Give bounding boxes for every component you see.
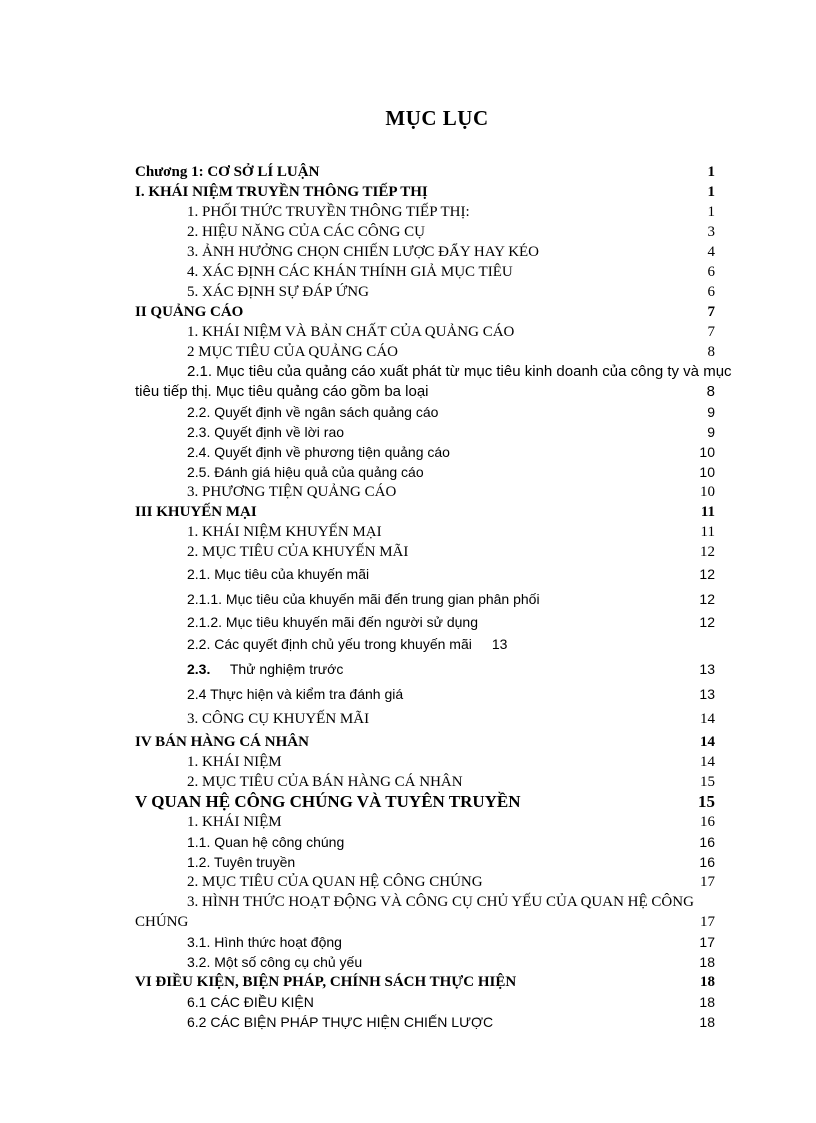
toc-entry [135, 832, 723, 852]
toc-entry [135, 202, 723, 222]
toc-entry-text: Chương 1: CƠ SỞ LÍ LUẬN [135, 164, 320, 180]
toc-entry-text: 6.1 CÁC ĐIỀU KIỆN [187, 994, 314, 1010]
toc-entry [135, 402, 723, 422]
toc-entry-page: 7 [707, 304, 715, 320]
toc-entry-page: 14 [700, 711, 715, 727]
toc-entry-page: 11 [700, 504, 715, 520]
toc-entry [135, 932, 723, 952]
toc-entry-page: 16 [699, 834, 715, 850]
toc-entry-text: 2.3. [187, 661, 211, 677]
toc-entry-page: 10 [699, 464, 715, 480]
toc-entry [135, 182, 723, 202]
toc-entry [135, 792, 723, 812]
toc-entry-text-secondary: Thử nghiệm trước [229, 661, 344, 677]
toc-entry-text: 5. XÁC ĐỊNH SỰ ĐÁP ỨNG [187, 284, 369, 300]
toc-entry-page: 12 [699, 591, 715, 607]
toc-entry [135, 242, 723, 262]
toc-entry-page: 18 [699, 954, 715, 970]
toc-entry [135, 872, 723, 892]
toc-entry-text: 2.5. Đánh giá hiệu quả của quảng cáo [187, 464, 424, 480]
toc-entry-text: 2.4 Thực hiện và kiểm tra đánh giá [187, 686, 404, 702]
toc-entry-page: 12 [699, 614, 715, 630]
toc-entry-text: 6.2 CÁC BIỆN PHÁP THỰC HIỆN CHIẾN LƯỢC [187, 1014, 494, 1030]
toc-entry-text: I. KHÁI NIỆM TRUYỀN THÔNG TIẾP THỊ [135, 184, 428, 200]
toc-entry [135, 462, 723, 482]
toc-entry-text: II QUẢNG CÁO [135, 304, 244, 320]
toc-entry [135, 342, 723, 362]
toc-entry-text: VI ĐIỀU KIỆN, BIỆN PHÁP, CHÍNH SÁCH THỰC HIỆN [135, 974, 517, 990]
toc-entry-page: 17 [700, 874, 715, 890]
toc-entry-page: 9 [707, 424, 715, 440]
toc-entry [135, 772, 723, 792]
toc-entry [135, 322, 723, 342]
toc-entry-text: 2. HIỆU NĂNG CỦA CÁC CÔNG CỤ [187, 224, 425, 240]
toc-entry-text: 2.2. Quyết định về ngân sách quảng cáo [187, 404, 439, 420]
toc-entry [135, 587, 723, 612]
toc-entry-page: 18 [699, 1014, 715, 1030]
toc-entry [135, 752, 723, 772]
toc-entry [135, 682, 723, 707]
toc-entry-page: 8 [707, 344, 715, 360]
toc-entry-text: 3. ẢNH HƯỞNG CHỌN CHIẾN LƯỢC ĐẨY HAY KÉO [187, 244, 540, 260]
table-of-contents [135, 162, 732, 1032]
toc-entry-page: 10 [700, 484, 715, 500]
toc-entry-text: 2.1.2. Mục tiêu khuyến mãi đến người sử dụng [187, 614, 478, 630]
toc-entry-page: 6 [707, 264, 715, 280]
toc-entry-page: 1 [707, 184, 715, 200]
toc-entry [135, 992, 723, 1012]
toc-entry [135, 222, 723, 242]
toc-entry-text: 2.1. Mục tiêu của khuyến mãi [187, 566, 370, 582]
toc-entry [135, 502, 723, 522]
toc-entry-text: 2. MỤC TIÊU CỦA KHUYẾN MÃI [187, 544, 409, 560]
toc-entry-text: 3.2. Một số công cụ chủ yếu [187, 954, 363, 970]
toc-entry [135, 852, 723, 872]
toc-entry-text: 2. MỤC TIÊU CỦA BÁN HÀNG CÁ NHÂN [187, 774, 463, 790]
toc-entry [135, 892, 723, 932]
toc-entry-text: 3. CÔNG CỤ KHUYẾN MÃI [187, 711, 370, 727]
toc-entry-text: 4. XÁC ĐỊNH CÁC KHÁN THÍNH GIẢ MỤC TIÊU [187, 264, 513, 280]
toc-entry [135, 422, 723, 442]
page-title: MỤC LỤC [385, 106, 489, 130]
toc-entry-page: 15 [700, 774, 715, 790]
toc-entry [135, 657, 723, 682]
toc-entry [135, 972, 723, 992]
toc-entry-text: 3.1. Hình thức hoạt động [187, 934, 342, 950]
toc-entry [135, 952, 723, 972]
toc-entry [135, 482, 723, 502]
toc-entry [135, 732, 723, 752]
toc-entry-text: 2.1.1. Mục tiêu của khuyến mãi đến trung gian phân phối [187, 591, 540, 607]
toc-entry-page: 10 [699, 444, 715, 460]
toc-entry-page: 13 [699, 661, 715, 677]
toc-entry [135, 162, 723, 182]
toc-entry-page: 16 [700, 814, 715, 830]
toc-entry-page: 3 [707, 224, 715, 240]
toc-entry-text: 2.3. Quyết định về lời rao [187, 424, 345, 440]
toc-entry-page: 18 [700, 974, 715, 990]
toc-entry-page: 17 [700, 914, 715, 930]
toc-entry [135, 612, 723, 632]
toc-entry [135, 812, 723, 832]
toc-entry-text: 2.2. Các quyết định chủ yếu trong khuyến mãi [187, 636, 472, 652]
toc-entry-text: V QUAN HỆ CÔNG CHÚNG VÀ TUYÊN TRUYỀN [135, 792, 521, 811]
toc-entry [135, 442, 723, 462]
toc-entry-page: 14 [700, 734, 715, 750]
toc-entry-text: IV BÁN HÀNG CÁ NHÂN [135, 734, 309, 750]
toc-entry-page: 12 [699, 566, 715, 582]
toc-entry-text: 2 MỤC TIÊU CỦA QUẢNG CÁO [187, 344, 398, 360]
toc-entry [135, 522, 723, 542]
toc-entry-page: 12 [700, 544, 715, 560]
toc-entry-text: 1. KHÁI NIỆM [187, 814, 282, 830]
toc-entry-text: 1. KHÁI NIỆM KHUYẾN MẠI [187, 524, 382, 540]
toc-entry-text: 1. KHÁI NIỆM [187, 754, 282, 770]
toc-entry [135, 542, 723, 562]
toc-entry [135, 707, 723, 732]
toc-entry-page: 17 [699, 934, 715, 950]
toc-entry-page: 14 [700, 754, 715, 770]
toc-entry-page: 18 [699, 994, 715, 1010]
toc-entry [135, 282, 723, 302]
toc-entry-text: 1.1. Quan hệ công chúng [187, 834, 345, 850]
toc-entry-page: 11 [700, 524, 715, 540]
toc-entry-text: 1. KHÁI NIỆM VÀ BẢN CHẤT CỦA QUẢNG CÁO [187, 324, 515, 340]
toc-entry-page: 4 [707, 244, 715, 260]
toc-entry [135, 362, 732, 402]
toc-entry-page: 13 [699, 686, 715, 702]
toc-entry-text: 1. PHỐI THỨC TRUYỀN THÔNG TIẾP THỊ: [187, 204, 470, 220]
toc-entry-page: 1 [707, 164, 715, 180]
toc-entry [135, 562, 723, 587]
toc-entry-page: 9 [707, 404, 715, 420]
toc-entry-page: 6 [707, 284, 715, 300]
toc-entry-text: 2.1. Mục tiêu của quảng cáo xuất phát từ mục tiêu kinh doanh của công ty và mục tiêu tiếp thị. Mục tiêu quảng cáo gồm ba loại [135, 363, 732, 400]
toc-entry-text: III KHUYẾN MẠI [135, 504, 257, 520]
toc-entry-page: 13 [491, 636, 508, 652]
toc-entry-text: 1.2. Tuyên truyền [187, 854, 296, 870]
toc-entry [135, 1012, 723, 1032]
toc-entry-page: 16 [699, 854, 715, 870]
toc-entry-text: 3. HÌNH THỨC HOẠT ĐỘNG VÀ CÔNG CỤ CHỦ YẾU CỦA QUAN HỆ CÔNG CHÚNG [135, 894, 694, 930]
toc-entry-page: 15 [698, 792, 715, 811]
toc-entry [135, 262, 723, 282]
toc-entry-page: 8 [706, 383, 715, 400]
toc-entry [135, 632, 723, 657]
toc-entry-text: 3. PHƯƠNG TIỆN QUẢNG CÁO [187, 484, 397, 500]
toc-entry-text: 2.4. Quyết định về phương tiện quảng cáo [187, 444, 450, 460]
toc-entry [135, 302, 723, 322]
toc-entry-page: 1 [707, 204, 715, 220]
toc-entry-page: 7 [707, 324, 715, 340]
toc-entry-text: 2. MỤC TIÊU CỦA QUAN HỆ CÔNG CHÚNG [187, 874, 483, 890]
